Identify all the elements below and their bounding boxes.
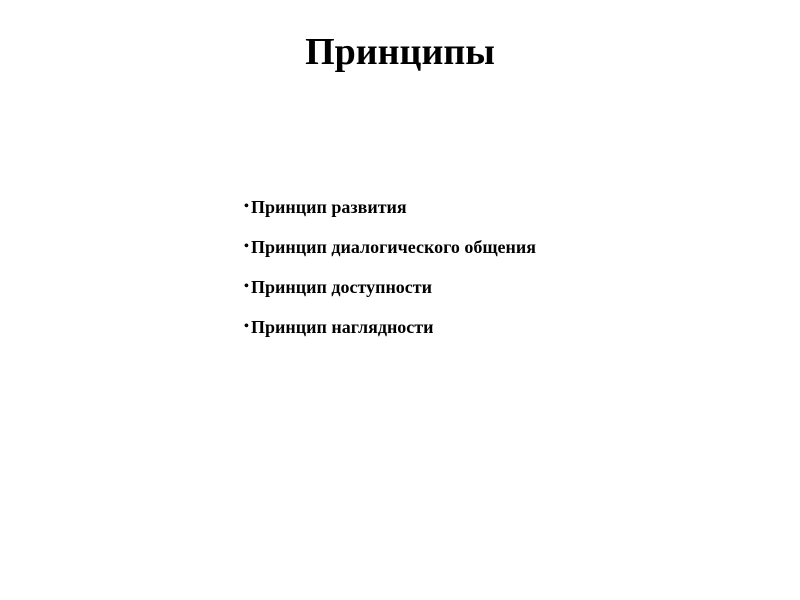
list-item-label: Принцип наглядности [251,317,434,337]
list-item-label: Принцип доступности [251,277,433,297]
list-item [244,276,536,298]
principles-list [244,196,536,356]
list-item [244,196,536,218]
slide-title: Принципы [305,31,495,73]
bullet-icon: • [244,319,249,334]
list-item-label: Принцип развития [251,197,407,217]
bullet-icon: • [244,199,249,214]
list-item-label: Принцип диалогического общения [251,237,537,257]
list-item [244,236,536,258]
bullet-icon: • [244,279,249,294]
bullet-icon: • [244,239,249,254]
list-item [244,316,536,338]
